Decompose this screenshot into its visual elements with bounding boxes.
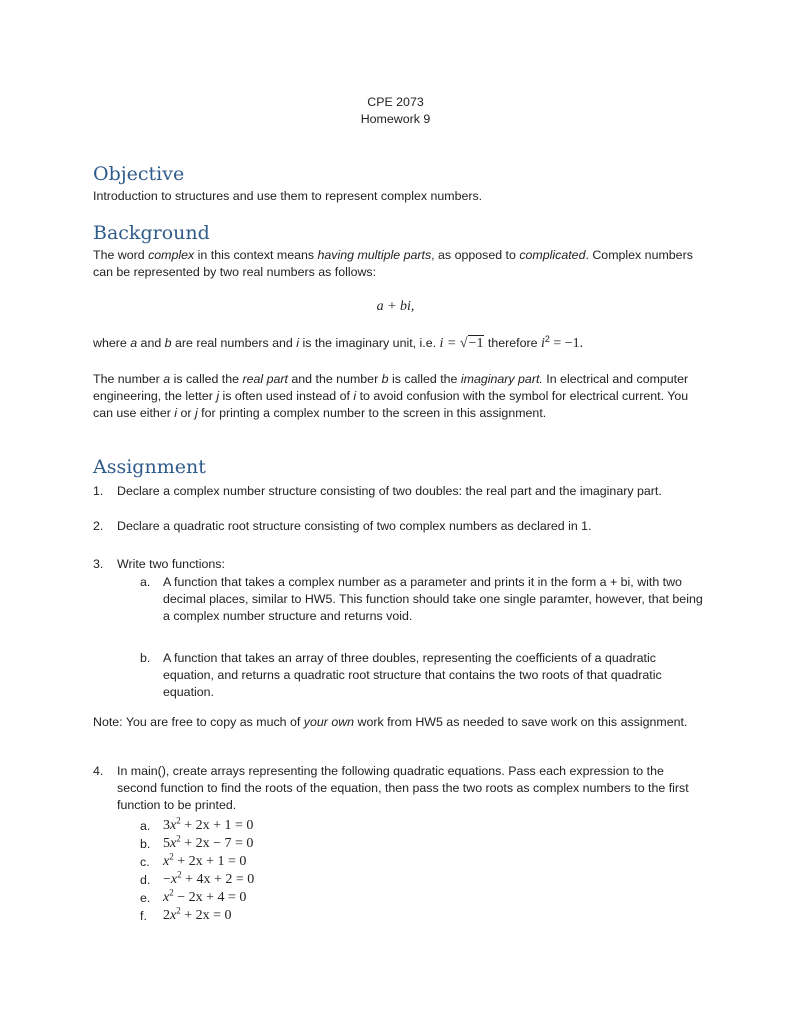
background-paragraph-1: The word complex in this context means having multiple parts, as opposed to complicated. Complex numbers can be represented by two real numbers as follows: [93, 248, 693, 279]
list-number: 3. [93, 557, 104, 571]
sub-list-letter: a. [140, 575, 151, 589]
list-item: In main(), create arrays representing the following quadratic equations. Pass each expression to the second function to find the roots of the equation, then pass the two roots as complex numbers to the first function to be printed. [117, 764, 689, 812]
complex-formula: a + bi, [376, 299, 415, 314]
background-definition: where a and b are real numbers and i is the imaginary unit, i.e. i = √−1 therefore $i^2 = -1$. [93, 333, 584, 351]
list-item: Write two functions: [117, 557, 225, 571]
equation: $-x^2 + 4x + 2 = 0$ [163, 869, 255, 887]
sub-list-item: A function that takes a complex number as a parameter and prints it in the form a + bi, with two decimal places, similar to HW5. This function should take one single paramter, however, that being a complex number structure and returns void. [163, 575, 703, 623]
equation: $x^2 + 2x + 1 = 0$ [163, 851, 247, 869]
equation-letter: c. [140, 855, 150, 869]
list-number: 2. [93, 519, 104, 533]
sub-list-letter: b. [140, 651, 151, 665]
equation: $2x^2 + 2x = 0$ [163, 905, 232, 923]
objective-text: Introduction to structures and use them to represent complex numbers. [93, 189, 483, 203]
note: Note: You are free to copy as much of your own work from HW5 as needed to save work on this assignment. [93, 715, 688, 729]
background-heading: Background [93, 222, 210, 244]
background-paragraph-2: The number a is called the real part and the number b is called the imaginary part. In electrical and computer engineering, the letter j is often used instead of i to avoid confusion with the symbol for electrical current. You can use either i or j for printing a complex number to the screen in this assignment. [93, 372, 689, 420]
document-title: Homework 9 [360, 112, 431, 126]
list-item: Declare a complex number structure consisting of two doubles: the real part and the imaginary part. [117, 484, 662, 498]
equation-letter: e. [140, 891, 151, 905]
list-item: Declare a quadratic root structure consisting of two complex numbers as declared in 1. [117, 519, 592, 533]
equation-letter: d. [140, 873, 151, 887]
equation: $3x^2 + 2x + 1 = 0$ [163, 815, 254, 833]
course-code: CPE 2073 [367, 95, 424, 109]
equation-letter: f. [140, 909, 147, 923]
equation-letter: b. [140, 837, 151, 851]
equation: $x^2 - 2x + 4 = 0$ [163, 887, 247, 905]
assignment-heading: Assignment [93, 456, 206, 478]
equation-letter: a. [140, 819, 151, 833]
list-number: 4. [93, 764, 104, 778]
sub-list-item: A function that takes an array of three doubles, representing the coefficients of a quadratic equation, and returns a quadratic root structure that contains the two roots of that quadratic equation. [163, 651, 662, 699]
list-number: 1. [93, 484, 104, 498]
equation: $5x^2 + 2x - 7 = 0$ [163, 833, 254, 851]
objective-heading: Objective [93, 163, 185, 185]
